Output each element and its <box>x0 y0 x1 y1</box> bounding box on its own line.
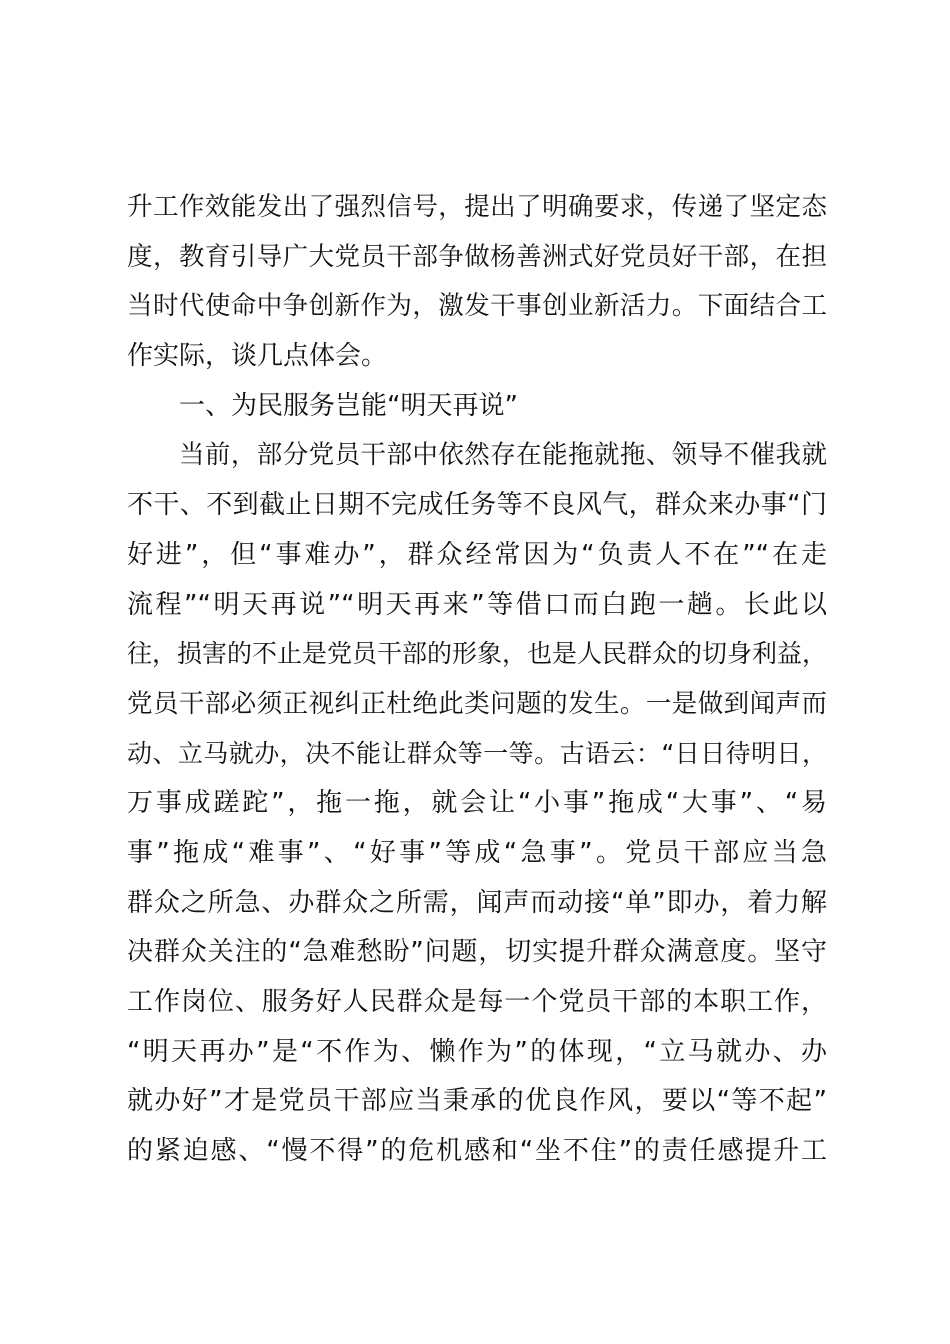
body-text-line: 度，教育引导广大党员干部争做杨善洲式好党员好干部，在担 <box>127 242 827 272</box>
body-text-line: 决群众关注的“急难愁盼”问题，切实提升群众满意度。坚守 <box>127 937 827 967</box>
body-text-line: 群众之所急、办群众之所需，闻声而动接“单”即办，着力解 <box>127 888 827 918</box>
body-text-line: 不干、不到截止日期不完成任务等不良风气，群众来办事“门 <box>127 490 827 520</box>
body-text-line: 工作岗位、服务好人民群众是每一个党员干部的本职工作， <box>127 987 827 1017</box>
body-text-line: 作实际，谈几点体会。 <box>127 341 388 371</box>
section-heading: 一、为民服务岂能“明天再说” <box>179 391 518 421</box>
body-text-line: 万事成蹉跎”，拖一拖，就会让“小事”拖成“大事”、“易 <box>127 788 827 818</box>
body-text-line: 当时代使命中争创新作为，激发干事创业新活力。下面结合工 <box>127 291 827 321</box>
body-text-line: 的紧迫感、“慢不得”的危机感和“坐不住”的责任感提升工 <box>127 1136 827 1166</box>
body-text-line: 升工作效能发出了强烈信号，提出了明确要求，传递了坚定态 <box>127 192 827 222</box>
body-text-line: 就办好”才是党员干部应当秉承的优良作风，要以“等不起” <box>127 1086 827 1116</box>
body-text-line: 当前，部分党员干部中依然存在能拖就拖、领导不催我就 <box>179 440 827 470</box>
body-text-line: “明天再办”是“不作为、懒作为”的体现，“立马就办、办 <box>127 1037 827 1067</box>
body-text-line: 党员干部必须正视纠正杜绝此类问题的发生。一是做到闻声而 <box>127 689 827 719</box>
body-text-line: 流程”“明天再说”“明天再来”等借口而白跑一趟。长此以 <box>127 590 827 620</box>
body-text-line: 好进”，但“事难办”，群众经常因为“负责人不在”“在走 <box>127 540 827 570</box>
body-text-line: 往，损害的不止是党员干部的形象，也是人民群众的切身利益， <box>127 639 828 668</box>
body-text-line: 动、立马就办，决不能让群众等一等。古语云：“日日待明日， <box>127 739 827 768</box>
body-text-line: 事”拖成“难事”、“好事”等成“急事”。党员干部应当急 <box>127 838 827 868</box>
